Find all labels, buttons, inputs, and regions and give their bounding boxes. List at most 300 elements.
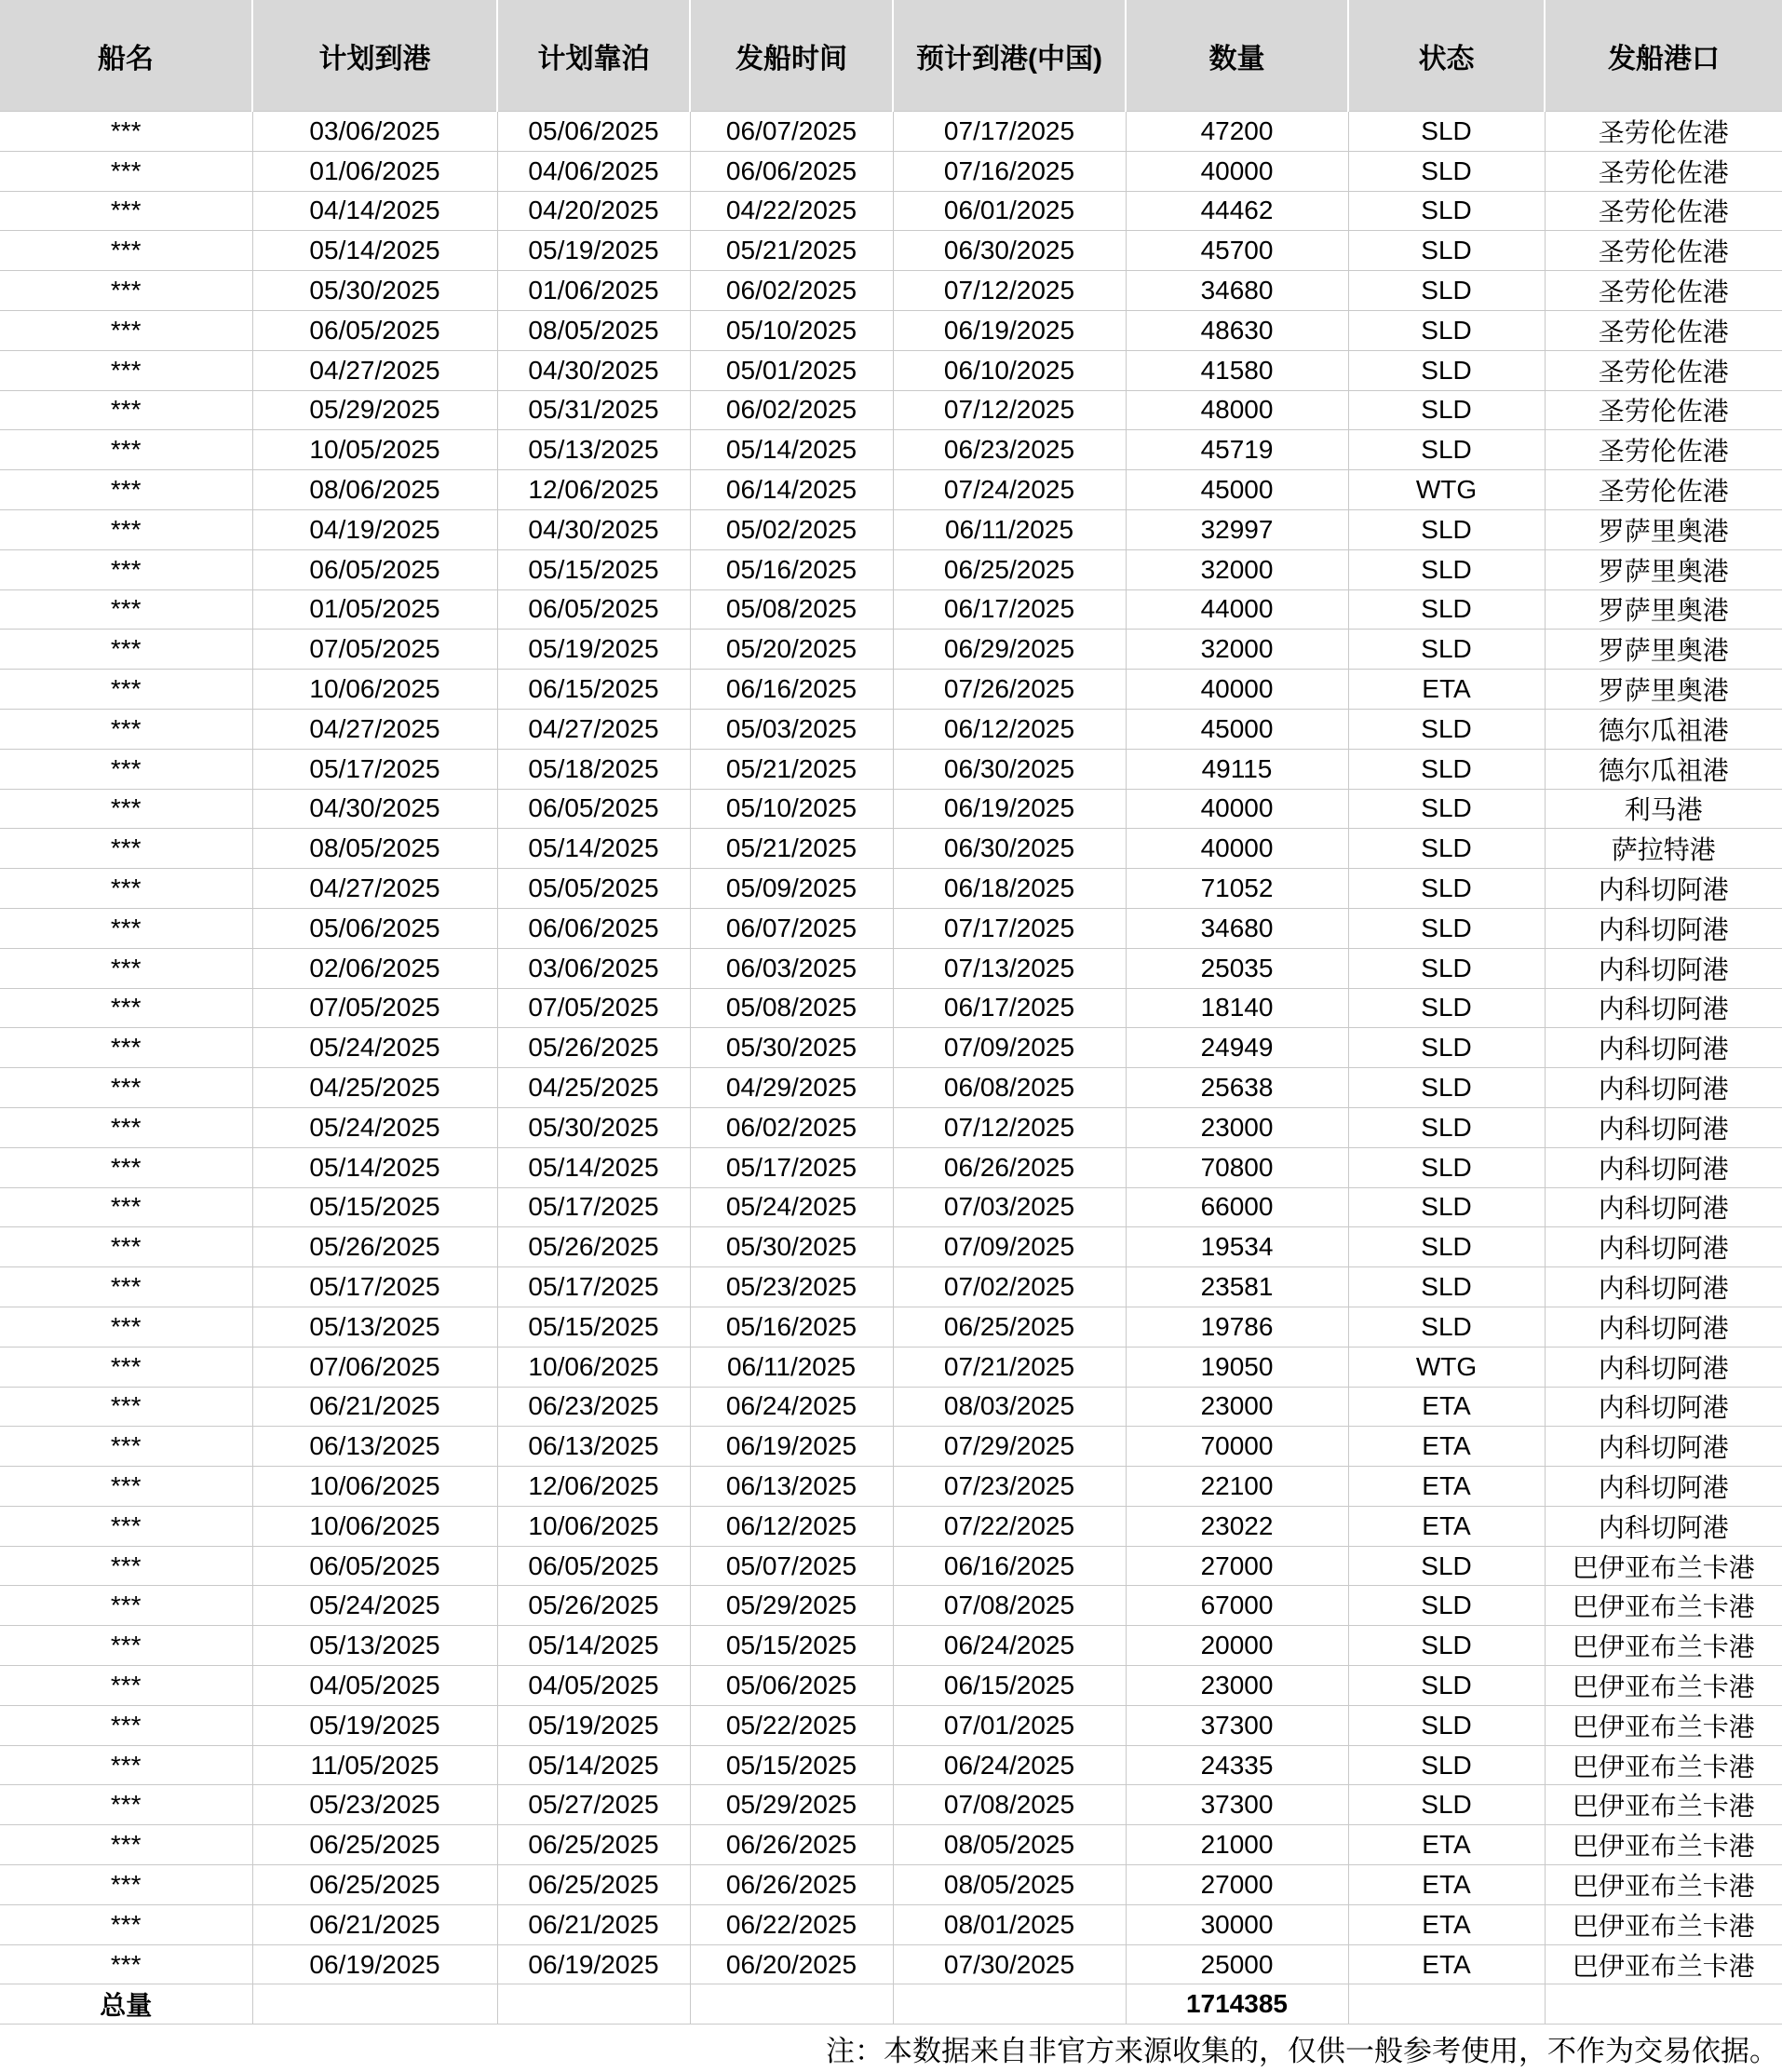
cell-departure-time: 05/10/2025: [690, 310, 893, 350]
table-row: [0, 1586, 1782, 1626]
table-row: [0, 1626, 1782, 1666]
cell-eta-china: 06/24/2025: [893, 1745, 1126, 1785]
table-row: [0, 1506, 1782, 1546]
cell-departure-port: 圣劳伦佐港: [1545, 310, 1782, 350]
cell-ship-name: ***: [0, 1705, 252, 1745]
cell-planned-arrival: 06/19/2025: [252, 1944, 497, 1984]
cell-quantity: 32997: [1126, 509, 1348, 549]
cell-planned-arrival: 05/06/2025: [252, 908, 497, 948]
cell-planned-berthing: 01/06/2025: [497, 271, 690, 311]
cell-ship-name: ***: [0, 310, 252, 350]
cell-planned-berthing: 05/14/2025: [497, 829, 690, 869]
cell-planned-berthing: 12/06/2025: [497, 470, 690, 510]
cell-ship-name: ***: [0, 1028, 252, 1068]
table-row: [0, 390, 1782, 430]
table-row: [0, 1944, 1782, 1984]
cell-departure-port: 圣劳伦佐港: [1545, 151, 1782, 191]
cell-quantity: 37300: [1126, 1705, 1348, 1745]
cell-eta-china: 06/30/2025: [893, 231, 1126, 271]
cell-departure-time: 06/26/2025: [690, 1825, 893, 1865]
cell-ship-name: ***: [0, 589, 252, 630]
cell-status: SLD: [1348, 1267, 1545, 1307]
cell-ship-name: ***: [0, 430, 252, 470]
cell-quantity: 23000: [1126, 1387, 1348, 1427]
cell-planned-arrival: 07/06/2025: [252, 1347, 497, 1387]
table-row: [0, 350, 1782, 390]
cell-status: WTG: [1348, 1347, 1545, 1387]
cell-ship-name: ***: [0, 1586, 252, 1626]
cell-status: SLD: [1348, 1147, 1545, 1187]
cell-planned-berthing: 05/30/2025: [497, 1107, 690, 1147]
cell-status: ETA: [1348, 1904, 1545, 1944]
cell-departure-port: 巴伊亚布兰卡港: [1545, 1586, 1782, 1626]
cell-eta-china: 06/29/2025: [893, 630, 1126, 670]
cell-planned-berthing: 05/06/2025: [497, 112, 690, 152]
cell-planned-berthing: 05/15/2025: [497, 549, 690, 589]
cell-departure-port: 圣劳伦佐港: [1545, 350, 1782, 390]
table-row: [0, 869, 1782, 909]
column-header-departure-time: 发船时间: [690, 0, 893, 112]
table-row: [0, 271, 1782, 311]
table-row: [0, 1865, 1782, 1905]
cell-departure-time: 05/14/2025: [690, 430, 893, 470]
column-header-eta-china: 预计到港(中国): [893, 0, 1126, 112]
cell-quantity: 27000: [1126, 1865, 1348, 1905]
cell-departure-time: 06/11/2025: [690, 1347, 893, 1387]
cell-departure-time: 05/30/2025: [690, 1028, 893, 1068]
table-row: [0, 948, 1782, 988]
cell-status: SLD: [1348, 948, 1545, 988]
cell-ship-name: ***: [0, 1785, 252, 1825]
cell-planned-arrival: 10/06/2025: [252, 670, 497, 710]
cell-planned-arrival: 05/23/2025: [252, 1785, 497, 1825]
cell-departure-time: 06/24/2025: [690, 1387, 893, 1427]
table-row: [0, 630, 1782, 670]
cell-eta-china: 07/02/2025: [893, 1267, 1126, 1307]
cell-eta-china: 06/11/2025: [893, 509, 1126, 549]
cell-eta-china: 07/21/2025: [893, 1347, 1126, 1387]
cell-departure-time: 06/13/2025: [690, 1467, 893, 1507]
cell-status: ETA: [1348, 1944, 1545, 1984]
cell-status: SLD: [1348, 1666, 1545, 1706]
cell-departure-time: 05/16/2025: [690, 549, 893, 589]
cell-status: SLD: [1348, 112, 1545, 152]
cell-planned-arrival: 10/05/2025: [252, 430, 497, 470]
cell-departure-port: 内科切阿港: [1545, 869, 1782, 909]
table-row: [0, 1387, 1782, 1427]
cell-status: SLD: [1348, 1785, 1545, 1825]
cell-planned-arrival: 05/29/2025: [252, 390, 497, 430]
cell-status: SLD: [1348, 988, 1545, 1028]
cell-ship-name: ***: [0, 112, 252, 152]
cell-status: ETA: [1348, 1387, 1545, 1427]
cell-planned-berthing: 04/25/2025: [497, 1068, 690, 1108]
disclaimer-note: 注：本数据来自非官方来源收集的，仅供一般参考使用，不作为交易依据。: [826, 2034, 1778, 2067]
cell-planned-berthing: 06/05/2025: [497, 589, 690, 630]
cell-planned-arrival: 05/24/2025: [252, 1586, 497, 1626]
cell-departure-time: 05/09/2025: [690, 869, 893, 909]
cell-planned-berthing: 05/19/2025: [497, 630, 690, 670]
cell-status: SLD: [1348, 1546, 1545, 1586]
cell-quantity: 25035: [1126, 948, 1348, 988]
cell-departure-port: 内科切阿港: [1545, 1347, 1782, 1387]
table-row: [0, 310, 1782, 350]
cell-departure-time: 04/22/2025: [690, 191, 893, 231]
cell-planned-arrival: 05/30/2025: [252, 271, 497, 311]
table-row: [0, 1187, 1782, 1227]
cell-quantity: 23000: [1126, 1107, 1348, 1147]
cell-planned-arrival: 08/05/2025: [252, 829, 497, 869]
cell-eta-china: 06/17/2025: [893, 589, 1126, 630]
cell-departure-time: 06/02/2025: [690, 1107, 893, 1147]
cell-quantity: 20000: [1126, 1626, 1348, 1666]
cell-departure-time: 05/10/2025: [690, 789, 893, 829]
cell-departure-time: 05/29/2025: [690, 1785, 893, 1825]
total-row: [0, 1984, 1782, 2025]
table-row: [0, 1267, 1782, 1307]
cell-quantity: 23000: [1126, 1666, 1348, 1706]
cell-planned-arrival: 06/21/2025: [252, 1387, 497, 1427]
cell-eta-china: 08/05/2025: [893, 1825, 1126, 1865]
cell-departure-time: 06/16/2025: [690, 670, 893, 710]
cell-ship-name: ***: [0, 191, 252, 231]
cell-quantity: 45000: [1126, 470, 1348, 510]
cell-ship-name: ***: [0, 789, 252, 829]
cell-eta-china: 07/13/2025: [893, 948, 1126, 988]
cell-ship-name: ***: [0, 1944, 252, 1984]
cell-planned-berthing: 05/14/2025: [497, 1147, 690, 1187]
cell-departure-port: 圣劳伦佐港: [1545, 390, 1782, 430]
cell-status: SLD: [1348, 1028, 1545, 1068]
table-row: [0, 709, 1782, 749]
cell-departure-time: 05/07/2025: [690, 1546, 893, 1586]
table-row: [0, 112, 1782, 152]
cell-quantity: 23022: [1126, 1506, 1348, 1546]
cell-quantity: 24949: [1126, 1028, 1348, 1068]
cell-eta-china: 08/01/2025: [893, 1904, 1126, 1944]
table-row: [0, 549, 1782, 589]
cell-planned-arrival: 04/19/2025: [252, 509, 497, 549]
cell-quantity: 49115: [1126, 749, 1348, 789]
table-row: [0, 1227, 1782, 1267]
cell-ship-name: ***: [0, 549, 252, 589]
table-row: [0, 151, 1782, 191]
cell-departure-time: 06/26/2025: [690, 1865, 893, 1905]
cell-quantity: 22100: [1126, 1467, 1348, 1507]
cell-status: SLD: [1348, 509, 1545, 549]
cell-planned-berthing: 05/05/2025: [497, 869, 690, 909]
cell-planned-berthing: 06/06/2025: [497, 908, 690, 948]
cell-status: ETA: [1348, 1467, 1545, 1507]
cell-departure-time: 05/22/2025: [690, 1705, 893, 1745]
cell-departure-port: 内科切阿港: [1545, 1267, 1782, 1307]
empty-cell: [690, 1984, 893, 2025]
cell-ship-name: ***: [0, 1068, 252, 1108]
total-label: 总量: [0, 1984, 252, 2025]
cell-departure-port: 内科切阿港: [1545, 1467, 1782, 1507]
cell-departure-port: 德尔瓜祖港: [1545, 749, 1782, 789]
empty-cell: [1348, 1984, 1545, 2025]
cell-departure-port: 圣劳伦佐港: [1545, 231, 1782, 271]
cell-status: SLD: [1348, 829, 1545, 869]
cell-departure-port: 罗萨里奥港: [1545, 589, 1782, 630]
cell-planned-arrival: 04/27/2025: [252, 869, 497, 909]
cell-quantity: 32000: [1126, 630, 1348, 670]
empty-cell: [252, 1984, 497, 2025]
cell-eta-china: 06/25/2025: [893, 549, 1126, 589]
cell-planned-berthing: 05/26/2025: [497, 1227, 690, 1267]
cell-planned-berthing: 05/14/2025: [497, 1745, 690, 1785]
cell-departure-port: 巴伊亚布兰卡港: [1545, 1666, 1782, 1706]
cell-eta-china: 06/16/2025: [893, 1546, 1126, 1586]
table-row: [0, 430, 1782, 470]
cell-departure-port: 罗萨里奥港: [1545, 630, 1782, 670]
cell-eta-china: 07/03/2025: [893, 1187, 1126, 1227]
cell-departure-time: 06/19/2025: [690, 1427, 893, 1467]
cell-planned-berthing: 06/25/2025: [497, 1865, 690, 1905]
cell-quantity: 23581: [1126, 1267, 1348, 1307]
cell-quantity: 25638: [1126, 1068, 1348, 1108]
cell-status: SLD: [1348, 1107, 1545, 1147]
cell-departure-port: 内科切阿港: [1545, 1068, 1782, 1108]
cell-quantity: 66000: [1126, 1187, 1348, 1227]
cell-planned-arrival: 05/24/2025: [252, 1028, 497, 1068]
cell-status: SLD: [1348, 1068, 1545, 1108]
cell-departure-port: 内科切阿港: [1545, 948, 1782, 988]
cell-planned-arrival: 07/05/2025: [252, 988, 497, 1028]
table-row: [0, 1107, 1782, 1147]
cell-quantity: 44000: [1126, 589, 1348, 630]
cell-departure-time: 05/15/2025: [690, 1626, 893, 1666]
cell-eta-china: 06/08/2025: [893, 1068, 1126, 1108]
cell-ship-name: ***: [0, 1387, 252, 1427]
cell-eta-china: 07/12/2025: [893, 390, 1126, 430]
cell-status: SLD: [1348, 749, 1545, 789]
cell-ship-name: ***: [0, 948, 252, 988]
cell-planned-arrival: 05/15/2025: [252, 1187, 497, 1227]
table-row: [0, 231, 1782, 271]
cell-status: ETA: [1348, 1506, 1545, 1546]
cell-planned-arrival: 04/25/2025: [252, 1068, 497, 1108]
cell-planned-arrival: 10/06/2025: [252, 1506, 497, 1546]
cell-departure-port: 巴伊亚布兰卡港: [1545, 1785, 1782, 1825]
cell-departure-time: 05/20/2025: [690, 630, 893, 670]
cell-departure-port: 圣劳伦佐港: [1545, 191, 1782, 231]
table-row: [0, 1307, 1782, 1347]
cell-eta-china: 06/18/2025: [893, 869, 1126, 909]
cell-status: SLD: [1348, 630, 1545, 670]
cell-eta-china: 07/12/2025: [893, 271, 1126, 311]
cell-planned-berthing: 04/30/2025: [497, 509, 690, 549]
cell-eta-china: 06/10/2025: [893, 350, 1126, 390]
cell-quantity: 48630: [1126, 310, 1348, 350]
cell-planned-arrival: 07/05/2025: [252, 630, 497, 670]
cell-departure-port: 德尔瓜祖港: [1545, 709, 1782, 749]
cell-ship-name: ***: [0, 1147, 252, 1187]
empty-cell: [893, 1984, 1126, 2025]
cell-status: SLD: [1348, 1626, 1545, 1666]
cell-planned-arrival: 01/06/2025: [252, 151, 497, 191]
cell-planned-arrival: 04/27/2025: [252, 709, 497, 749]
cell-status: ETA: [1348, 1427, 1545, 1467]
cell-departure-time: 06/20/2025: [690, 1944, 893, 1984]
cell-quantity: 71052: [1126, 869, 1348, 909]
cell-planned-berthing: 05/19/2025: [497, 231, 690, 271]
cell-departure-time: 06/06/2025: [690, 151, 893, 191]
empty-cell: [1545, 1984, 1782, 2025]
cell-departure-time: 05/15/2025: [690, 1745, 893, 1785]
cell-ship-name: ***: [0, 509, 252, 549]
cell-quantity: 19050: [1126, 1347, 1348, 1387]
cell-eta-china: 06/01/2025: [893, 191, 1126, 231]
cell-planned-berthing: 04/20/2025: [497, 191, 690, 231]
cell-eta-china: 07/22/2025: [893, 1506, 1126, 1546]
cell-quantity: 25000: [1126, 1944, 1348, 1984]
cell-planned-arrival: 05/26/2025: [252, 1227, 497, 1267]
cell-planned-arrival: 03/06/2025: [252, 112, 497, 152]
cell-ship-name: ***: [0, 630, 252, 670]
cell-planned-berthing: 06/23/2025: [497, 1387, 690, 1427]
cell-eta-china: 07/23/2025: [893, 1467, 1126, 1507]
cell-eta-china: 07/16/2025: [893, 151, 1126, 191]
table-row: [0, 470, 1782, 510]
cell-eta-china: 07/12/2025: [893, 1107, 1126, 1147]
cell-departure-port: 圣劳伦佐港: [1545, 271, 1782, 311]
table-row: [0, 1028, 1782, 1068]
cell-departure-time: 06/07/2025: [690, 112, 893, 152]
cell-planned-arrival: 05/17/2025: [252, 1267, 497, 1307]
cell-departure-port: 巴伊亚布兰卡港: [1545, 1944, 1782, 1984]
cell-departure-time: 05/21/2025: [690, 231, 893, 271]
cell-quantity: 40000: [1126, 670, 1348, 710]
table-row: [0, 191, 1782, 231]
cell-planned-berthing: 06/19/2025: [497, 1944, 690, 1984]
cell-ship-name: ***: [0, 1745, 252, 1785]
cell-planned-arrival: 08/06/2025: [252, 470, 497, 510]
cell-departure-time: 05/01/2025: [690, 350, 893, 390]
cell-status: SLD: [1348, 350, 1545, 390]
cell-planned-berthing: 05/19/2025: [497, 1705, 690, 1745]
cell-planned-berthing: 05/13/2025: [497, 430, 690, 470]
cell-planned-berthing: 12/06/2025: [497, 1467, 690, 1507]
cell-ship-name: ***: [0, 1467, 252, 1507]
cell-departure-port: 巴伊亚布兰卡港: [1545, 1904, 1782, 1944]
cell-planned-berthing: 05/18/2025: [497, 749, 690, 789]
total-quantity: 1714385: [1126, 1984, 1348, 2025]
column-header-quantity: 数量: [1126, 0, 1348, 112]
cell-eta-china: 06/24/2025: [893, 1626, 1126, 1666]
cell-planned-berthing: 03/06/2025: [497, 948, 690, 988]
column-header-status: 状态: [1348, 0, 1545, 112]
cell-ship-name: ***: [0, 1506, 252, 1546]
cell-departure-port: 巴伊亚布兰卡港: [1545, 1745, 1782, 1785]
cell-planned-berthing: 04/06/2025: [497, 151, 690, 191]
column-header-planned-berthing: 计划靠泊: [497, 0, 690, 112]
cell-departure-time: 05/29/2025: [690, 1586, 893, 1626]
cell-departure-time: 06/02/2025: [690, 390, 893, 430]
cell-quantity: 45700: [1126, 231, 1348, 271]
cell-status: SLD: [1348, 1745, 1545, 1785]
cell-departure-time: 06/02/2025: [690, 271, 893, 311]
cell-planned-arrival: 01/05/2025: [252, 589, 497, 630]
cell-ship-name: ***: [0, 709, 252, 749]
cell-quantity: 40000: [1126, 829, 1348, 869]
cell-eta-china: 07/17/2025: [893, 908, 1126, 948]
cell-quantity: 44462: [1126, 191, 1348, 231]
table-header-row: [0, 0, 1782, 112]
cell-quantity: 67000: [1126, 1586, 1348, 1626]
table-row: [0, 1705, 1782, 1745]
cell-planned-arrival: 05/14/2025: [252, 1147, 497, 1187]
cell-status: SLD: [1348, 549, 1545, 589]
cell-quantity: 34680: [1126, 908, 1348, 948]
table-row: [0, 589, 1782, 630]
cell-eta-china: 06/15/2025: [893, 1666, 1126, 1706]
cell-departure-time: 05/02/2025: [690, 509, 893, 549]
cell-status: SLD: [1348, 430, 1545, 470]
cell-quantity: 24335: [1126, 1745, 1348, 1785]
cell-planned-arrival: 10/06/2025: [252, 1467, 497, 1507]
cell-status: SLD: [1348, 191, 1545, 231]
cell-planned-berthing: 05/31/2025: [497, 390, 690, 430]
cell-departure-time: 06/22/2025: [690, 1904, 893, 1944]
cell-status: SLD: [1348, 589, 1545, 630]
cell-planned-berthing: 04/27/2025: [497, 709, 690, 749]
cell-departure-time: 04/29/2025: [690, 1068, 893, 1108]
cell-eta-china: 07/17/2025: [893, 112, 1126, 152]
cell-quantity: 70000: [1126, 1427, 1348, 1467]
cell-departure-time: 05/08/2025: [690, 988, 893, 1028]
table-row: [0, 1068, 1782, 1108]
cell-departure-port: 巴伊亚布兰卡港: [1545, 1865, 1782, 1905]
column-header-departure-port: 发船港口: [1545, 0, 1782, 112]
cell-status: ETA: [1348, 670, 1545, 710]
cell-departure-port: 内科切阿港: [1545, 1147, 1782, 1187]
cell-ship-name: ***: [0, 271, 252, 311]
cell-eta-china: 07/24/2025: [893, 470, 1126, 510]
cell-quantity: 19534: [1126, 1227, 1348, 1267]
cell-ship-name: ***: [0, 869, 252, 909]
cell-planned-arrival: 06/13/2025: [252, 1427, 497, 1467]
cell-quantity: 18140: [1126, 988, 1348, 1028]
cell-departure-port: 罗萨里奥港: [1545, 670, 1782, 710]
cell-planned-arrival: 04/14/2025: [252, 191, 497, 231]
cell-ship-name: ***: [0, 1187, 252, 1227]
cell-planned-arrival: 06/05/2025: [252, 549, 497, 589]
cell-planned-berthing: 04/30/2025: [497, 350, 690, 390]
table-row: [0, 1347, 1782, 1387]
table-body: [0, 112, 1782, 1984]
cell-departure-port: 巴伊亚布兰卡港: [1545, 1825, 1782, 1865]
cell-planned-arrival: 04/05/2025: [252, 1666, 497, 1706]
cell-quantity: 27000: [1126, 1546, 1348, 1586]
cell-departure-port: 罗萨里奥港: [1545, 549, 1782, 589]
cell-ship-name: ***: [0, 988, 252, 1028]
cell-status: WTG: [1348, 470, 1545, 510]
cell-eta-china: 06/25/2025: [893, 1307, 1126, 1347]
cell-status: SLD: [1348, 151, 1545, 191]
cell-ship-name: ***: [0, 1825, 252, 1865]
cell-ship-name: ***: [0, 1427, 252, 1467]
cell-planned-berthing: 05/17/2025: [497, 1187, 690, 1227]
cell-ship-name: ***: [0, 1865, 252, 1905]
cell-ship-name: ***: [0, 470, 252, 510]
cell-planned-arrival: 05/13/2025: [252, 1307, 497, 1347]
cell-quantity: 45000: [1126, 709, 1348, 749]
cell-ship-name: ***: [0, 1227, 252, 1267]
cell-departure-port: 内科切阿港: [1545, 1427, 1782, 1467]
cell-departure-port: 内科切阿港: [1545, 1387, 1782, 1427]
